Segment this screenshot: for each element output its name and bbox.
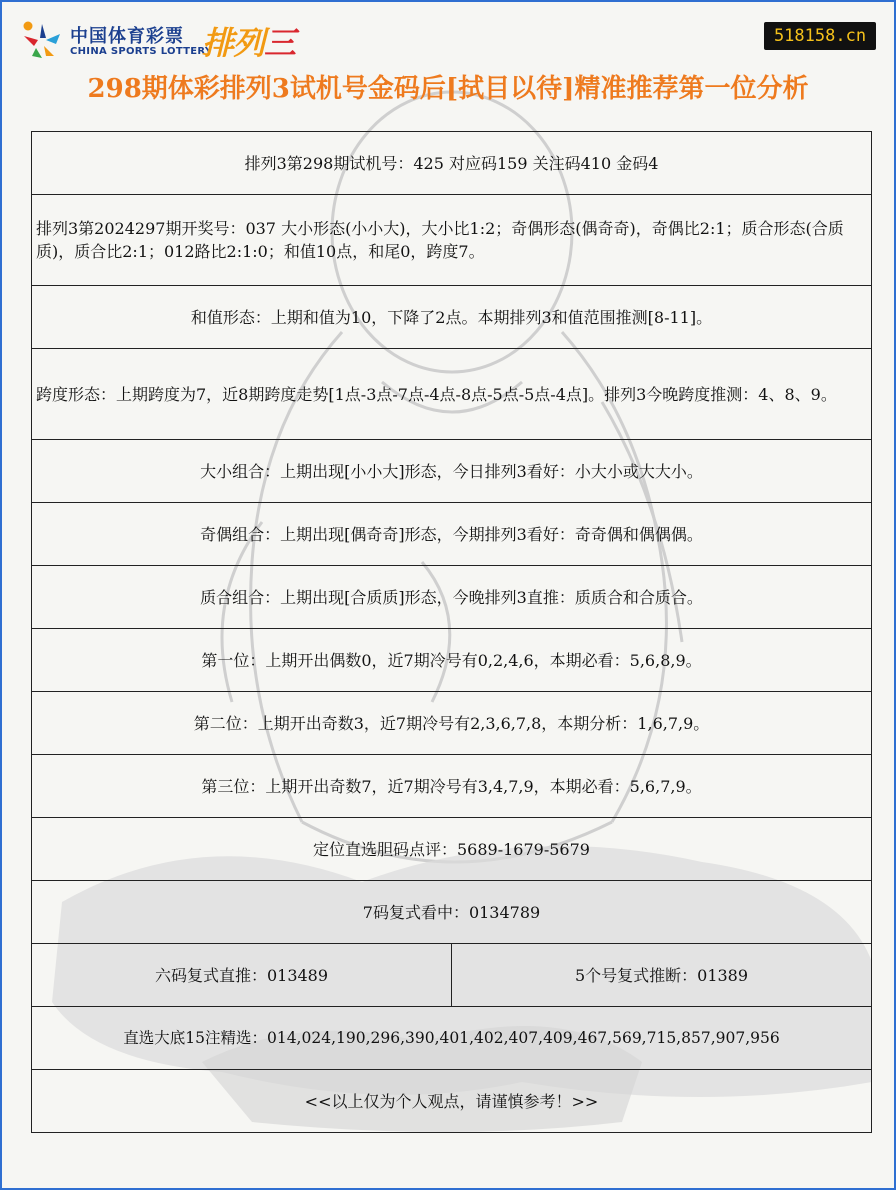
brand-wordmark — [202, 18, 295, 64]
table-row — [32, 440, 872, 503]
table-row — [32, 195, 872, 286]
prime-composite-cell: 质合组合：上期出现[合质质]形态，今晚排列3直推：质质合和合质合。 — [32, 566, 872, 629]
first-digit-cell: 第一位：上期开出偶数0，近7期冷号有0,2,4,6，本期必看：5,6,8,9。 — [32, 629, 872, 692]
brand-wordmark-a: 排列 — [202, 24, 265, 62]
draw-result-cell: 排列3第2024297期开奖号：037 大小形态(小小大)，大小比1:2；奇偶形态(偶奇奇)，奇偶比2:1；质合形态(合质质)，质合比2:1；012路比2:1:0；和值10点，和尾0，跨度7。 — [32, 195, 872, 286]
second-digit-cell: 第二位：上期开出奇数3，近7期冷号有2,3,6,7,8，本期分析：1,6,7,9。 — [32, 692, 872, 755]
direct-selection-cell: 直选大底15注精选：014,024,190,296,390,401,402,407,409,467,569,715,857,907,956 — [32, 1007, 872, 1070]
span-form-cell: 跨度形态：上期跨度为7，近8期跨度走势[1点-3点-7点-4点-8点-5点-5点-4点]。排列3今晚跨度推测：4、8、9。 — [32, 349, 872, 440]
header — [2, 2, 894, 127]
table-row — [32, 755, 872, 818]
table-row — [32, 881, 872, 944]
lottery-star-logo-icon — [20, 20, 62, 60]
six-code-cell: 六码复式直推：013489 — [32, 944, 452, 1007]
china-sports-lottery-logo — [20, 20, 330, 64]
logo-english-text: CHINA SPORTS LOTTERY — [70, 46, 213, 57]
sum-form-cell: 和值形态：上期和值为10，下降了2点。本期排列3和值范围推测[8-11]。 — [32, 286, 872, 349]
big-small-cell: 大小组合：上期出现[小小大]形态，今日排列3看好：小大小或大大小。 — [32, 440, 872, 503]
logo-chinese-text: 中国体育彩票 — [70, 26, 184, 47]
table-row — [32, 349, 872, 440]
table-row — [32, 818, 872, 881]
page-title: 298期体彩排列3试机号金码后[拭目以待]精准推荐第一位分析 — [87, 74, 809, 104]
table-row — [32, 1007, 872, 1070]
positional-pick-cell: 定位直选胆码点评：5689-1679-5679 — [32, 818, 872, 881]
table-row — [32, 286, 872, 349]
site-badge[interactable]: 518158.cn — [764, 22, 876, 50]
table-row — [32, 1070, 872, 1133]
trial-number-cell: 排列3第298期试机号：425 对应码159 关注码410 金码4 — [32, 132, 872, 195]
table-row — [32, 132, 872, 195]
disclaimer-cell: <<以上仅为个人观点，请谨慎参考！>> — [32, 1070, 872, 1133]
table-row — [32, 944, 872, 1007]
analysis-table — [31, 131, 872, 1133]
brand-wordmark-b: 三 — [264, 24, 296, 62]
table-row — [32, 629, 872, 692]
odd-even-cell: 奇偶组合：上期出现[偶奇奇]形态，今期排列3看好：奇奇偶和偶偶偶。 — [32, 503, 872, 566]
table-row — [32, 566, 872, 629]
table-row — [32, 503, 872, 566]
third-digit-cell: 第三位：上期开出奇数7，近7期冷号有3,4,7,9，本期必看：5,6,7,9。 — [32, 755, 872, 818]
table-row — [32, 692, 872, 755]
five-code-cell: 5个号复式推断：01389 — [452, 944, 872, 1007]
seven-code-cell: 7码复式看中：0134789 — [32, 881, 872, 944]
